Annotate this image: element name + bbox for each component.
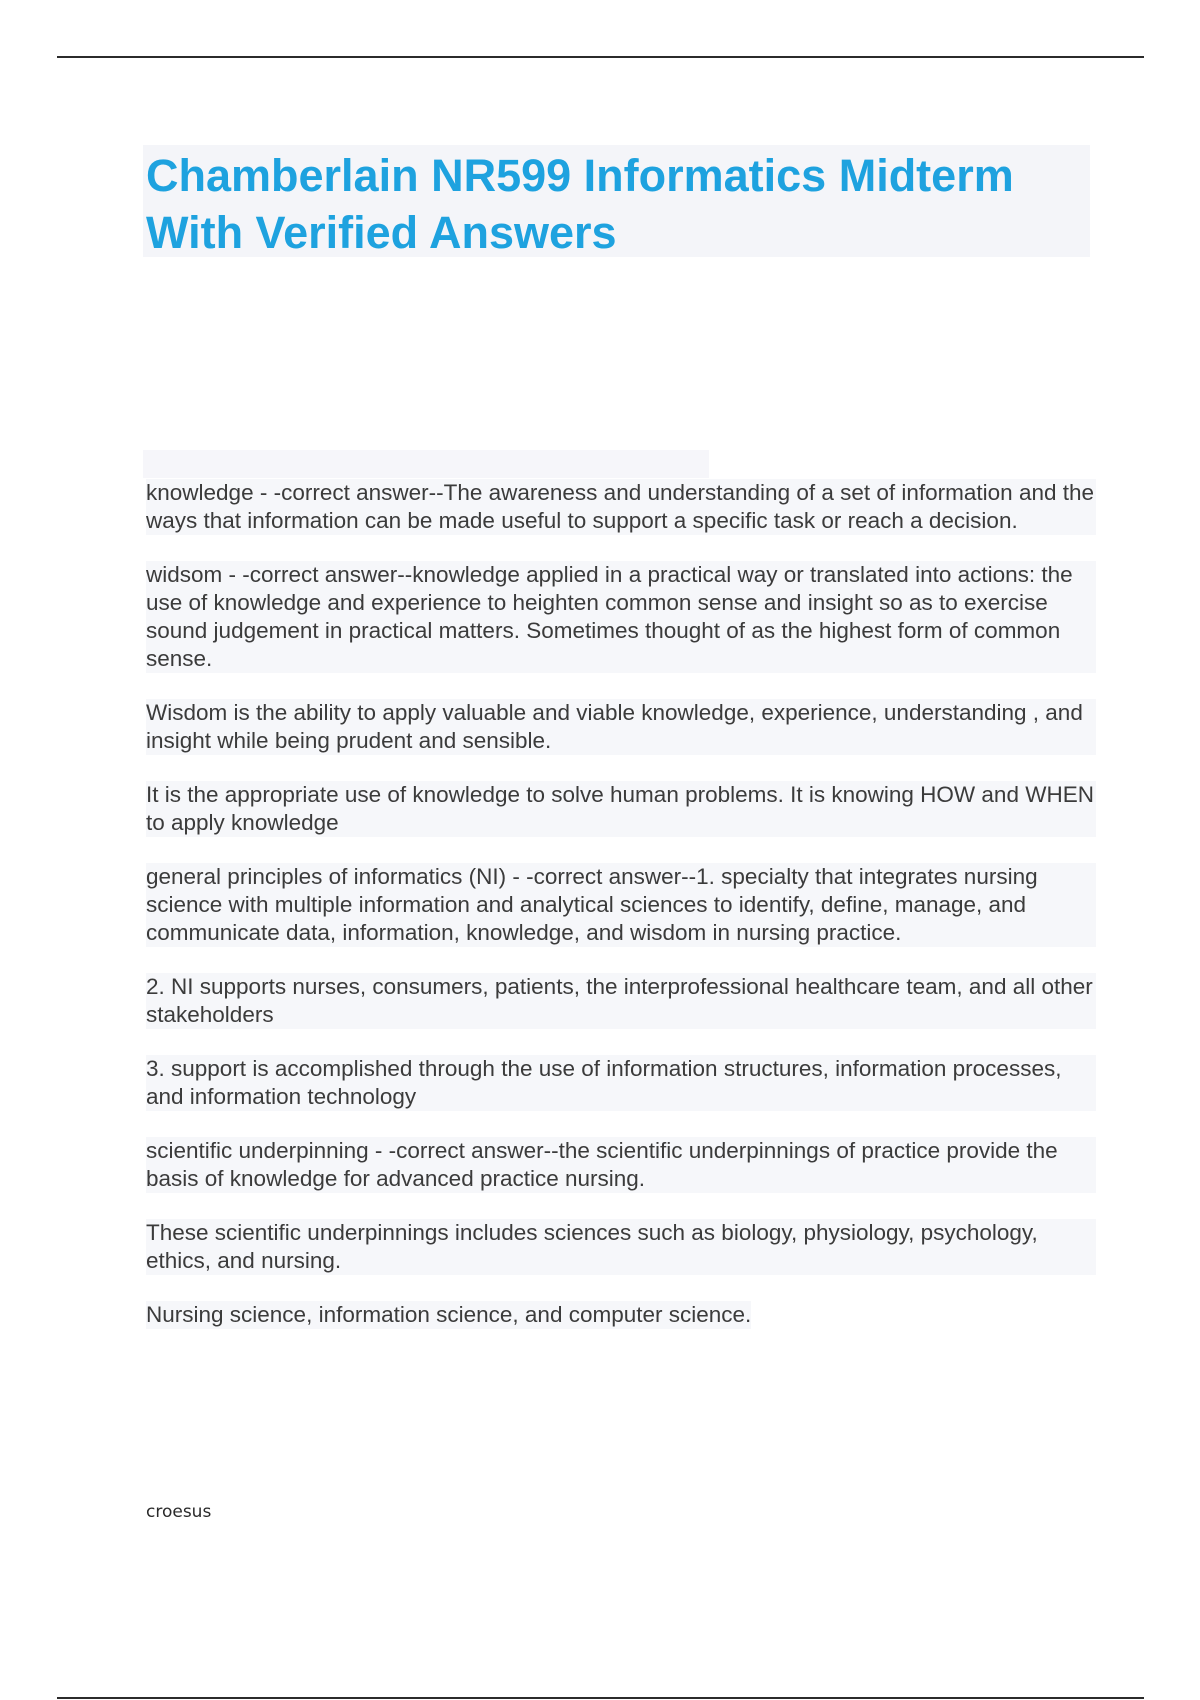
paragraph-wisdom-use: It is the appropriate use of knowledge to solve human problems. It is knowing HOW and WHEN to apply knowledge xyxy=(146,781,1096,837)
header-rule xyxy=(57,56,1144,58)
paragraph-scientific-underpinning: scientific underpinning - -correct answer--the scientific underpinnings of practice provide the basis of knowledge for advanced practice nursing. xyxy=(146,1137,1096,1193)
paragraph-underpinnings-sciences: These scientific underpinnings includes sciences such as biology, physiology, psychology, ethics, and nursing. xyxy=(146,1219,1096,1275)
author-signature: croesus xyxy=(146,1502,212,1522)
paragraph-support-accomplished: 3. support is accomplished through the use of information structures, information processes, and information technology xyxy=(146,1055,1096,1111)
paragraph-wisdom-definition: widsom - -correct answer--knowledge applied in a practical way or translated into actions: the use of knowledge and experience to heighten common sense and insight so as to exercise sound judgement in practical matters. Sometimes thought of as the highest form of common sense. xyxy=(146,561,1096,673)
paragraph-ni-supports: 2. NI supports nurses, consumers, patients, the interprofessional healthcare team, and all other stakeholders xyxy=(146,973,1096,1029)
text-highlight xyxy=(143,450,709,478)
paragraph-nursing-science: Nursing science, information science, and computer science. xyxy=(146,1302,752,1327)
document-body xyxy=(146,479,1096,1355)
paragraph-informatics-principles: general principles of informatics (NI) - -correct answer--1. specialty that integrates nursing science with multiple information and analytical sciences to identify, define, manage, and communicate data, information, knowledge, and wisdom in nursing practice. xyxy=(146,863,1096,947)
paragraph-knowledge: knowledge - -correct answer--The awareness and understanding of a set of information and the ways that information can be made useful to support a specific task or reach a decision. xyxy=(146,480,1095,533)
document-title: Chamberlain NR599 Informatics Midterm With Verified Answers xyxy=(146,150,1014,258)
footer-rule xyxy=(57,1697,1144,1699)
paragraph-wisdom-ability: Wisdom is the ability to apply valuable and viable knowledge, experience, understanding , and insight while being prudent and sensible. xyxy=(146,699,1096,755)
